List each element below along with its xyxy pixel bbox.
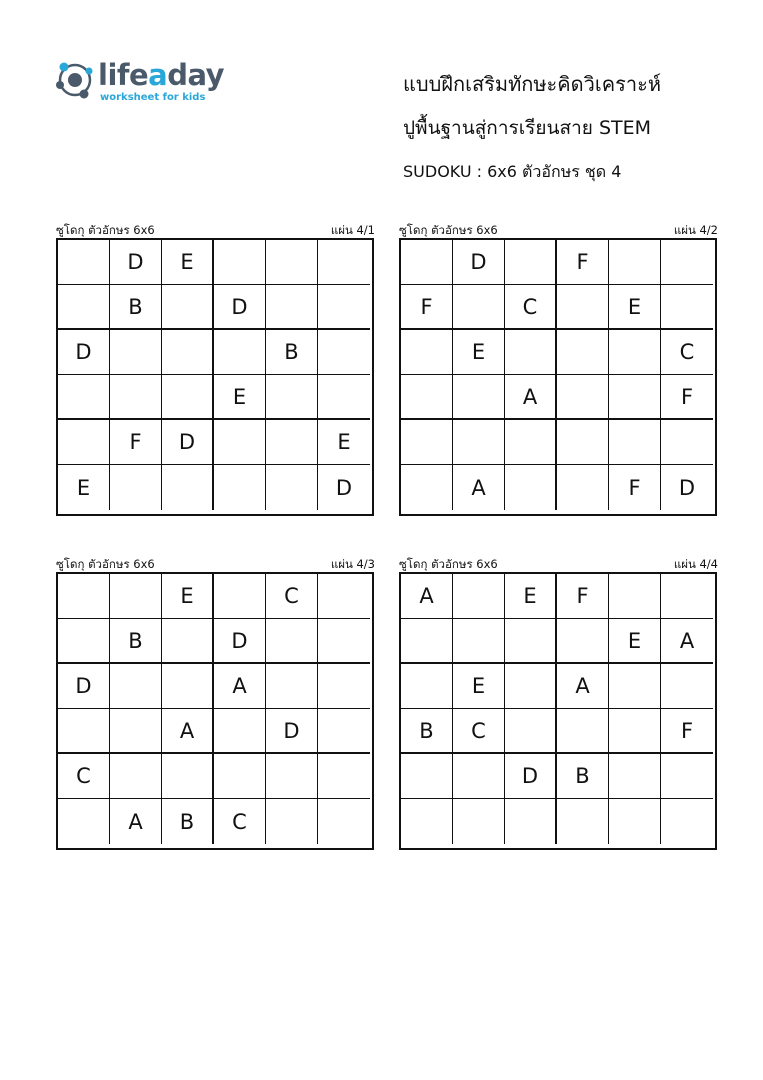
sudoku-cell: E xyxy=(162,240,214,285)
sudoku-cell[interactable] xyxy=(505,709,557,754)
sudoku-cell[interactable] xyxy=(609,574,661,619)
sudoku-cell[interactable] xyxy=(318,375,370,420)
sudoku-cell[interactable] xyxy=(110,375,162,420)
sudoku-cell[interactable] xyxy=(214,465,266,510)
puzzle-sheet-number: แผ่น 4/4 xyxy=(673,557,718,571)
sudoku-cell[interactable] xyxy=(58,240,110,285)
sudoku-cell[interactable] xyxy=(266,285,318,330)
sudoku-cell: F xyxy=(557,240,609,285)
brand-name: lifeaday xyxy=(98,58,225,92)
sudoku-cell[interactable] xyxy=(661,240,713,285)
sudoku-cell: E xyxy=(318,420,370,465)
worksheet-set-label: SUDOKU : 6x6 ตัวอักษร ชุด 4 xyxy=(403,162,622,181)
sudoku-cell[interactable] xyxy=(609,754,661,799)
sudoku-cell[interactable] xyxy=(557,375,609,420)
sudoku-cell[interactable] xyxy=(505,619,557,664)
sudoku-cell: D xyxy=(335,475,353,500)
sudoku-cell: B xyxy=(557,754,609,799)
sudoku-cell[interactable] xyxy=(453,375,505,420)
sudoku-cell: E xyxy=(58,465,110,510)
sudoku-cell[interactable] xyxy=(401,420,453,465)
sudoku-cell[interactable] xyxy=(110,330,162,375)
sudoku-grid xyxy=(399,572,717,850)
sudoku-cell: A xyxy=(110,799,162,844)
sudoku-cell[interactable] xyxy=(609,420,661,465)
sudoku-cell[interactable] xyxy=(609,709,661,754)
sudoku-cell[interactable] xyxy=(266,619,318,664)
sudoku-cell[interactable] xyxy=(609,799,661,844)
sudoku-cell[interactable] xyxy=(110,709,162,754)
sudoku-cell[interactable] xyxy=(214,709,266,754)
sudoku-grid xyxy=(56,238,374,516)
sudoku-cell: A xyxy=(661,619,713,664)
sudoku-cell[interactable] xyxy=(266,664,318,709)
sudoku-cell: E xyxy=(609,285,661,330)
sudoku-cell: D xyxy=(214,285,266,330)
sudoku-puzzle-1 xyxy=(56,222,376,516)
sudoku-cell[interactable] xyxy=(505,420,557,465)
sudoku-cell[interactable] xyxy=(609,240,661,285)
sudoku-cell: A xyxy=(557,664,609,709)
sudoku-cell[interactable] xyxy=(401,240,453,285)
sudoku-cell[interactable] xyxy=(401,664,453,709)
sudoku-cell[interactable] xyxy=(401,465,453,510)
sudoku-cell: F xyxy=(110,420,162,465)
sudoku-cell[interactable] xyxy=(162,664,214,709)
puzzle-sheet-number: แผ่น 4/3 xyxy=(330,557,375,571)
sudoku-cell[interactable] xyxy=(505,664,557,709)
sudoku-cell[interactable] xyxy=(318,664,370,709)
sudoku-cell[interactable] xyxy=(453,754,505,799)
sudoku-cell[interactable] xyxy=(661,285,713,330)
sudoku-cell: C xyxy=(214,799,266,844)
sudoku-cell[interactable] xyxy=(58,709,110,754)
sudoku-cell[interactable] xyxy=(557,420,609,465)
sudoku-cell: A xyxy=(453,465,505,510)
puzzle-sheet-number: แผ่น 4/2 xyxy=(673,223,718,237)
sudoku-cell[interactable] xyxy=(318,709,370,754)
sudoku-cell: E xyxy=(214,375,266,420)
sudoku-cell[interactable] xyxy=(557,619,609,664)
sudoku-cell[interactable] xyxy=(58,574,110,619)
sudoku-cell: B xyxy=(401,709,453,754)
sudoku-cell: A xyxy=(162,709,214,754)
sudoku-cell[interactable] xyxy=(110,664,162,709)
sudoku-cell: A xyxy=(214,664,266,709)
sudoku-cell[interactable] xyxy=(162,619,214,664)
brand-tagline: worksheet for kids xyxy=(100,92,206,103)
sudoku-cell[interactable] xyxy=(401,754,453,799)
sudoku-cell[interactable] xyxy=(110,465,162,510)
sudoku-grid xyxy=(56,572,374,850)
sudoku-cell: D xyxy=(453,240,505,285)
sudoku-cell: E xyxy=(162,574,214,619)
sudoku-cell[interactable] xyxy=(453,574,505,619)
sudoku-cell[interactable] xyxy=(557,799,609,844)
sudoku-cell: C xyxy=(505,285,557,330)
sudoku-cell[interactable] xyxy=(266,799,318,844)
sudoku-cell[interactable] xyxy=(609,375,661,420)
puzzle-sheet-number: แผ่น 4/1 xyxy=(330,223,375,237)
sudoku-cell[interactable] xyxy=(661,574,713,619)
worksheet-title: แบบฝึกเสริมทักษะคิดวิเคราะห์ xyxy=(403,72,662,96)
sudoku-cell: D xyxy=(58,330,110,375)
sudoku-cell[interactable] xyxy=(609,330,661,375)
sudoku-cell[interactable] xyxy=(453,619,505,664)
sudoku-cell: D xyxy=(266,709,318,754)
sudoku-cell[interactable] xyxy=(661,799,713,844)
sudoku-cell: F xyxy=(661,375,713,420)
sudoku-cell[interactable] xyxy=(266,240,318,285)
sudoku-cell: D xyxy=(505,754,557,799)
sudoku-cell[interactable] xyxy=(401,330,453,375)
sudoku-cell[interactable] xyxy=(661,420,713,465)
sudoku-cell[interactable] xyxy=(401,375,453,420)
sudoku-cell[interactable] xyxy=(214,574,266,619)
puzzle-title: ซูโดกุ ตัวอักษร 6x6 xyxy=(56,557,155,571)
sudoku-cell[interactable] xyxy=(266,465,318,510)
sudoku-cell[interactable] xyxy=(557,709,609,754)
sudoku-cell[interactable] xyxy=(58,375,110,420)
sudoku-cell[interactable] xyxy=(110,574,162,619)
sudoku-cell[interactable] xyxy=(162,330,214,375)
sudoku-cell[interactable] xyxy=(453,285,505,330)
sudoku-cell: C xyxy=(453,709,505,754)
sudoku-cell[interactable] xyxy=(557,465,609,510)
sudoku-cell: D xyxy=(162,420,214,465)
puzzle-caption xyxy=(399,222,719,238)
sudoku-cell[interactable] xyxy=(58,619,110,664)
sudoku-cell[interactable] xyxy=(401,799,453,844)
sudoku-cell: F xyxy=(609,465,661,510)
sudoku-cell: F xyxy=(661,709,713,754)
sudoku-cell: D xyxy=(110,240,162,285)
sudoku-cell: A xyxy=(505,375,557,420)
sudoku-cell[interactable] xyxy=(557,285,609,330)
puzzle-title: ซูโดกุ ตัวอักษร 6x6 xyxy=(399,223,498,237)
sudoku-cell[interactable] xyxy=(58,285,110,330)
sudoku-cell[interactable] xyxy=(505,799,557,844)
sudoku-cell[interactable] xyxy=(266,375,318,420)
sudoku-cell: C xyxy=(661,330,713,375)
puzzle-caption xyxy=(56,222,376,238)
sudoku-cell[interactable] xyxy=(58,799,110,844)
sudoku-cell[interactable] xyxy=(318,574,370,619)
sudoku-cell: D xyxy=(678,475,696,500)
sudoku-cell[interactable] xyxy=(214,240,266,285)
sudoku-cell[interactable] xyxy=(505,330,557,375)
sudoku-cell[interactable] xyxy=(214,754,266,799)
sudoku-cell[interactable] xyxy=(318,754,370,799)
puzzle-caption xyxy=(56,556,376,572)
sudoku-grid xyxy=(399,238,717,516)
sudoku-cell[interactable] xyxy=(214,420,266,465)
sudoku-cell[interactable] xyxy=(557,330,609,375)
sudoku-cell[interactable] xyxy=(318,285,370,330)
sudoku-cell: C xyxy=(266,574,318,619)
sudoku-puzzle-2 xyxy=(399,222,719,516)
sudoku-cell: E xyxy=(453,664,505,709)
sudoku-cell[interactable] xyxy=(401,619,453,664)
sudoku-cell: F xyxy=(557,574,609,619)
sudoku-cell: D xyxy=(58,664,110,709)
sudoku-cell: E xyxy=(453,330,505,375)
sudoku-cell: A xyxy=(401,574,453,619)
sudoku-cell[interactable] xyxy=(609,664,661,709)
sudoku-cell: B xyxy=(110,619,162,664)
sudoku-puzzle-3 xyxy=(56,556,376,850)
sudoku-cell: D xyxy=(214,619,266,664)
sudoku-cell[interactable] xyxy=(162,285,214,330)
sudoku-cell: B xyxy=(110,285,162,330)
sudoku-cell: E xyxy=(609,619,661,664)
sudoku-cell[interactable] xyxy=(661,754,713,799)
sudoku-cell[interactable] xyxy=(318,619,370,664)
sudoku-cell: F xyxy=(401,285,453,330)
sudoku-cell[interactable] xyxy=(214,330,266,375)
sudoku-cell[interactable] xyxy=(318,799,370,844)
sudoku-cell[interactable] xyxy=(661,664,713,709)
sudoku-cell[interactable] xyxy=(505,240,557,285)
sudoku-cell[interactable] xyxy=(162,754,214,799)
worksheet-subtitle: ปูพื้นฐานสู่การเรียนสาย STEM xyxy=(403,117,652,139)
sudoku-cell: C xyxy=(58,754,110,799)
sudoku-cell[interactable] xyxy=(162,375,214,420)
sudoku-cell[interactable] xyxy=(318,330,370,375)
sudoku-cell: B xyxy=(266,330,318,375)
molecule-logo-icon xyxy=(54,59,96,101)
sudoku-cell: E xyxy=(505,574,557,619)
brand-logo xyxy=(52,56,225,108)
puzzle-title: ซูโดกุ ตัวอักษร 6x6 xyxy=(56,223,155,237)
puzzle-caption xyxy=(399,556,719,572)
sudoku-cell[interactable] xyxy=(318,240,370,285)
sudoku-cell[interactable] xyxy=(266,754,318,799)
sudoku-puzzle-4 xyxy=(399,556,719,850)
sudoku-cell[interactable] xyxy=(453,799,505,844)
sudoku-cell[interactable] xyxy=(453,420,505,465)
sudoku-cell[interactable] xyxy=(266,420,318,465)
sudoku-cell[interactable] xyxy=(110,754,162,799)
puzzle-title: ซูโดกุ ตัวอักษร 6x6 xyxy=(399,557,498,571)
sudoku-cell[interactable] xyxy=(162,465,214,510)
sudoku-cell[interactable] xyxy=(505,465,557,510)
sudoku-cell[interactable] xyxy=(58,420,110,465)
sudoku-cell: B xyxy=(162,799,214,844)
